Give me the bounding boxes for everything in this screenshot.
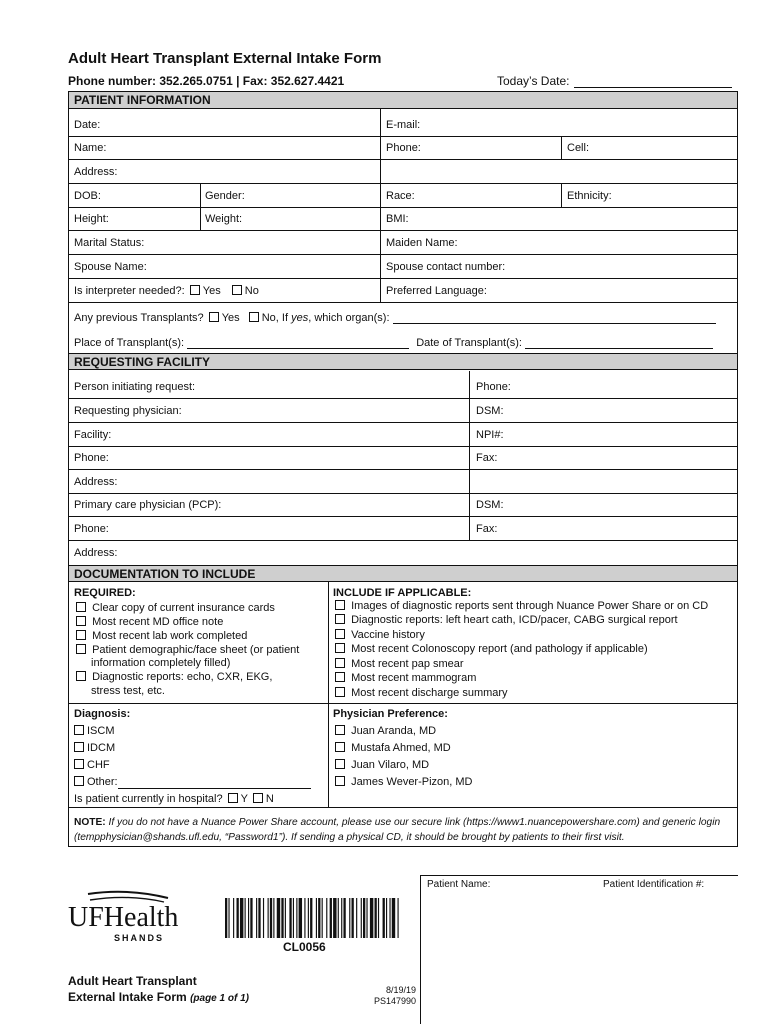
diagnosis-title: Diagnosis: — [74, 708, 131, 720]
facility-phone-field[interactable]: Phone: — [476, 381, 511, 393]
barcode-bar — [333, 898, 336, 938]
barcode-bar — [349, 898, 350, 938]
barcode-bar — [318, 898, 320, 938]
preferred-language-field[interactable]: Preferred Language: — [386, 285, 487, 297]
prev-yes-label: Yes — [221, 312, 240, 324]
previous-transplants-question — [74, 312, 716, 324]
barcode-bar — [225, 898, 227, 938]
dsm-field[interactable]: DSM: — [476, 405, 504, 417]
place-transplant-line[interactable] — [187, 338, 409, 349]
maiden-name-field[interactable]: Maiden Name: — [386, 237, 458, 249]
facility-address-field[interactable]: Address: — [74, 476, 118, 488]
intake-form — [68, 91, 738, 847]
todays-date-line[interactable] — [574, 76, 732, 88]
contact-line: Phone number: 352.265.0751 | Fax: 352.627.4421 — [68, 74, 345, 88]
pcp-field[interactable]: Primary care physician (PCP): — [74, 499, 222, 511]
barcode-bar — [299, 898, 302, 938]
person-initiating-field[interactable]: Person initiating request: — [74, 381, 196, 393]
prev-transplants-label: Any previous Transplants? — [74, 312, 204, 324]
barcode-bar — [398, 898, 399, 938]
interpreter-yes-label: Yes — [202, 285, 221, 297]
optional-item[interactable]: Images of diagnostic reports sent through Nuance Power Share or on CD — [333, 600, 708, 613]
height-field[interactable]: Height: — [74, 213, 109, 225]
barcode-bar — [248, 898, 249, 938]
interpreter-label: Is interpreter needed?: — [74, 285, 185, 297]
required-item[interactable]: Diagnostic reports: echo, CXR, EKG, — [74, 671, 272, 684]
barcode-bar — [308, 898, 309, 938]
barcode-code: CL0056 — [283, 940, 326, 954]
barcode-bar — [245, 898, 246, 938]
pcp-address-field[interactable]: Address: — [74, 547, 118, 559]
barcode-bar — [383, 898, 385, 938]
hospital-question: Is patient currently in hospital? Y N — [74, 793, 274, 805]
phone-field[interactable]: Phone: — [386, 142, 421, 154]
logo-sub: SHANDS — [114, 933, 165, 943]
documentation-header: DOCUMENTATION TO INCLUDE — [69, 565, 737, 582]
barcode-bar — [356, 898, 357, 938]
barcode-bar — [326, 898, 327, 938]
which-organs-label: , which organ(s): — [308, 312, 390, 324]
prev-yes-italic: yes — [291, 312, 309, 324]
diagnosis-option[interactable]: Other: — [72, 776, 311, 789]
barcode-bar — [285, 898, 286, 938]
optional-item[interactable]: Most recent mammogram — [333, 672, 476, 685]
bmi-field[interactable]: BMI: — [386, 213, 409, 225]
prev-transplants-yes-checkbox[interactable] — [209, 312, 219, 322]
pcp-fax-field[interactable]: Fax: — [476, 523, 498, 535]
email-field[interactable]: E-mail: — [386, 119, 421, 131]
required-item[interactable]: Patient demographic/face sheet (or patient — [74, 644, 299, 657]
diagnosis-option[interactable]: ISCM — [72, 725, 115, 738]
optional-item[interactable]: Most recent discharge summary — [333, 687, 508, 700]
weight-field[interactable]: Weight: — [205, 213, 243, 225]
todays-date-label: Today’s Date: — [497, 74, 570, 88]
barcode-bar — [289, 898, 291, 938]
interpreter-yes-checkbox[interactable] — [190, 285, 200, 295]
interpreter-question — [74, 285, 259, 297]
page-indicator: (page 1 of 1) — [190, 993, 249, 1004]
transplant-place-date-row — [74, 337, 713, 349]
patient-info-header: PATIENT INFORMATION — [69, 92, 737, 109]
optional-item[interactable]: Diagnostic reports: left heart cath, ICD/pacer, CABG surgical report — [333, 614, 678, 627]
barcode-bar — [392, 898, 395, 938]
race-field[interactable]: Race: — [386, 190, 415, 202]
required-item[interactable]: Most recent lab work completed — [74, 630, 247, 643]
cell-field[interactable]: Cell: — [567, 142, 590, 154]
barcode-bar — [378, 898, 379, 938]
barcode-bar — [343, 898, 345, 938]
physician-pref-title: Physician Preference: — [333, 708, 448, 720]
patient-id-box — [420, 875, 738, 1024]
prev-transplants-no-checkbox[interactable] — [249, 312, 259, 322]
barcode-bar — [270, 898, 272, 938]
patient-name-field[interactable]: Patient Name: — [427, 879, 491, 890]
barcode-bar — [352, 898, 354, 938]
footer-form-title: Adult Heart Transplant External Intake Form (page 1 of 1) — [68, 974, 249, 1004]
barcode — [225, 898, 399, 938]
barcode-bar — [240, 898, 243, 938]
physician-option[interactable]: James Wever-Pizon, MD — [333, 776, 473, 789]
pcp-phone-field[interactable]: Phone: — [74, 523, 109, 535]
barcode-bar — [366, 898, 367, 938]
physician-option[interactable]: Mustafa Ahmed, MD — [333, 742, 451, 755]
optional-item[interactable]: Vaccine history — [333, 629, 425, 642]
barcode-bar — [277, 898, 280, 938]
spouse-name-field[interactable]: Spouse Name: — [74, 261, 147, 273]
form-title: Adult Heart Transplant External Intake Form — [68, 50, 382, 67]
barcode-bar — [363, 898, 365, 938]
note-text: NOTE: If you do not have a Nuance Power Share account, please use our secure link (https://www1.nuancepowershare.com) and generic login (tempphysician@shands.ufl.edu, “Password1”). If sending a physical CD, it should be brought by patients to their first visit. — [74, 817, 721, 843]
barcode-bar — [237, 898, 239, 938]
facility-field[interactable]: Facility: — [74, 429, 112, 441]
hospital-yes-checkbox[interactable] — [228, 793, 238, 803]
barcode-bar — [386, 898, 387, 938]
required-item-continued: stress test, etc. — [91, 685, 165, 697]
facility-fax-field[interactable]: Fax: — [476, 452, 498, 464]
barcode-bar — [273, 898, 274, 938]
required-item[interactable]: Most recent MD office note — [74, 616, 223, 629]
barcode-bar — [361, 898, 362, 938]
barcode-bar — [338, 898, 339, 938]
physician-option[interactable]: Juan Aranda, MD — [333, 725, 436, 738]
barcode-bar — [233, 898, 234, 938]
pcp-dsm-field[interactable]: DSM: — [476, 499, 504, 511]
barcode-bar — [322, 898, 323, 938]
optional-title: INCLUDE IF APPLICABLE: — [333, 587, 472, 599]
barcode-bar — [316, 898, 317, 938]
barcode-bar — [341, 898, 342, 938]
interpreter-no-label: No — [244, 285, 259, 297]
prev-no-label: No, If — [261, 312, 289, 324]
ufhealth-logo — [68, 890, 198, 949]
date-field[interactable]: Date: — [74, 119, 101, 131]
requesting-physician-field[interactable]: Requesting physician: — [74, 405, 182, 417]
logo-text: UFHealth — [68, 902, 179, 933]
barcode-bar — [268, 898, 269, 938]
ethnicity-field[interactable]: Ethnicity: — [567, 190, 612, 202]
gender-field[interactable]: Gender: — [205, 190, 245, 202]
hospital-no-checkbox[interactable] — [253, 793, 263, 803]
optional-item[interactable]: Most recent Colonoscopy report (and pathology if applicable) — [333, 643, 648, 656]
diagnosis-option[interactable]: CHF — [72, 759, 110, 772]
barcode-bar — [296, 898, 297, 938]
barcode-bar — [228, 898, 229, 938]
barcode-bar — [281, 898, 283, 938]
required-title: REQUIRED: — [74, 587, 136, 599]
interpreter-no-checkbox[interactable] — [232, 285, 242, 295]
barcode-bar — [370, 898, 373, 938]
patient-id-field[interactable]: Patient Identification #: — [603, 879, 705, 890]
barcode-bar — [330, 898, 332, 938]
dob-field[interactable]: DOB: — [74, 190, 101, 202]
which-organs-line[interactable] — [393, 313, 716, 324]
todays-date-field[interactable] — [497, 74, 732, 88]
barcode-bar — [389, 898, 390, 938]
optional-item[interactable]: Most recent pap smear — [333, 658, 464, 671]
facility-phone2-field[interactable]: Phone: — [74, 452, 109, 464]
marital-status-field[interactable]: Marital Status: — [74, 237, 145, 249]
barcode-bar — [375, 898, 377, 938]
spouse-contact-field[interactable]: Spouse contact number: — [386, 261, 506, 273]
version-info: 8/19/19 PS147990 — [373, 985, 416, 1006]
place-transplant-label: Place of Transplant(s): — [74, 337, 185, 349]
date-transplant-line[interactable] — [525, 338, 713, 349]
physician-option[interactable]: Juan Vilaro, MD — [333, 759, 429, 772]
barcode-bar — [293, 898, 294, 938]
barcode-bar — [310, 898, 312, 938]
name-field[interactable]: Name: — [74, 142, 107, 154]
requesting-facility-header: REQUESTING FACILITY — [69, 353, 737, 370]
address-field[interactable]: Address: — [74, 166, 118, 178]
npi-field[interactable]: NPI#: — [476, 429, 504, 441]
required-item-continued: information completely filled) — [91, 657, 231, 669]
barcode-bar — [304, 898, 305, 938]
date-transplant-label: Date of Transplant(s): — [416, 337, 522, 349]
barcode-bar — [263, 898, 264, 938]
barcode-bar — [256, 898, 257, 938]
barcode-bar — [250, 898, 252, 938]
required-item[interactable]: Clear copy of current insurance cards — [74, 602, 275, 615]
diagnosis-option[interactable]: IDCM — [72, 742, 115, 755]
barcode-bar — [258, 898, 260, 938]
